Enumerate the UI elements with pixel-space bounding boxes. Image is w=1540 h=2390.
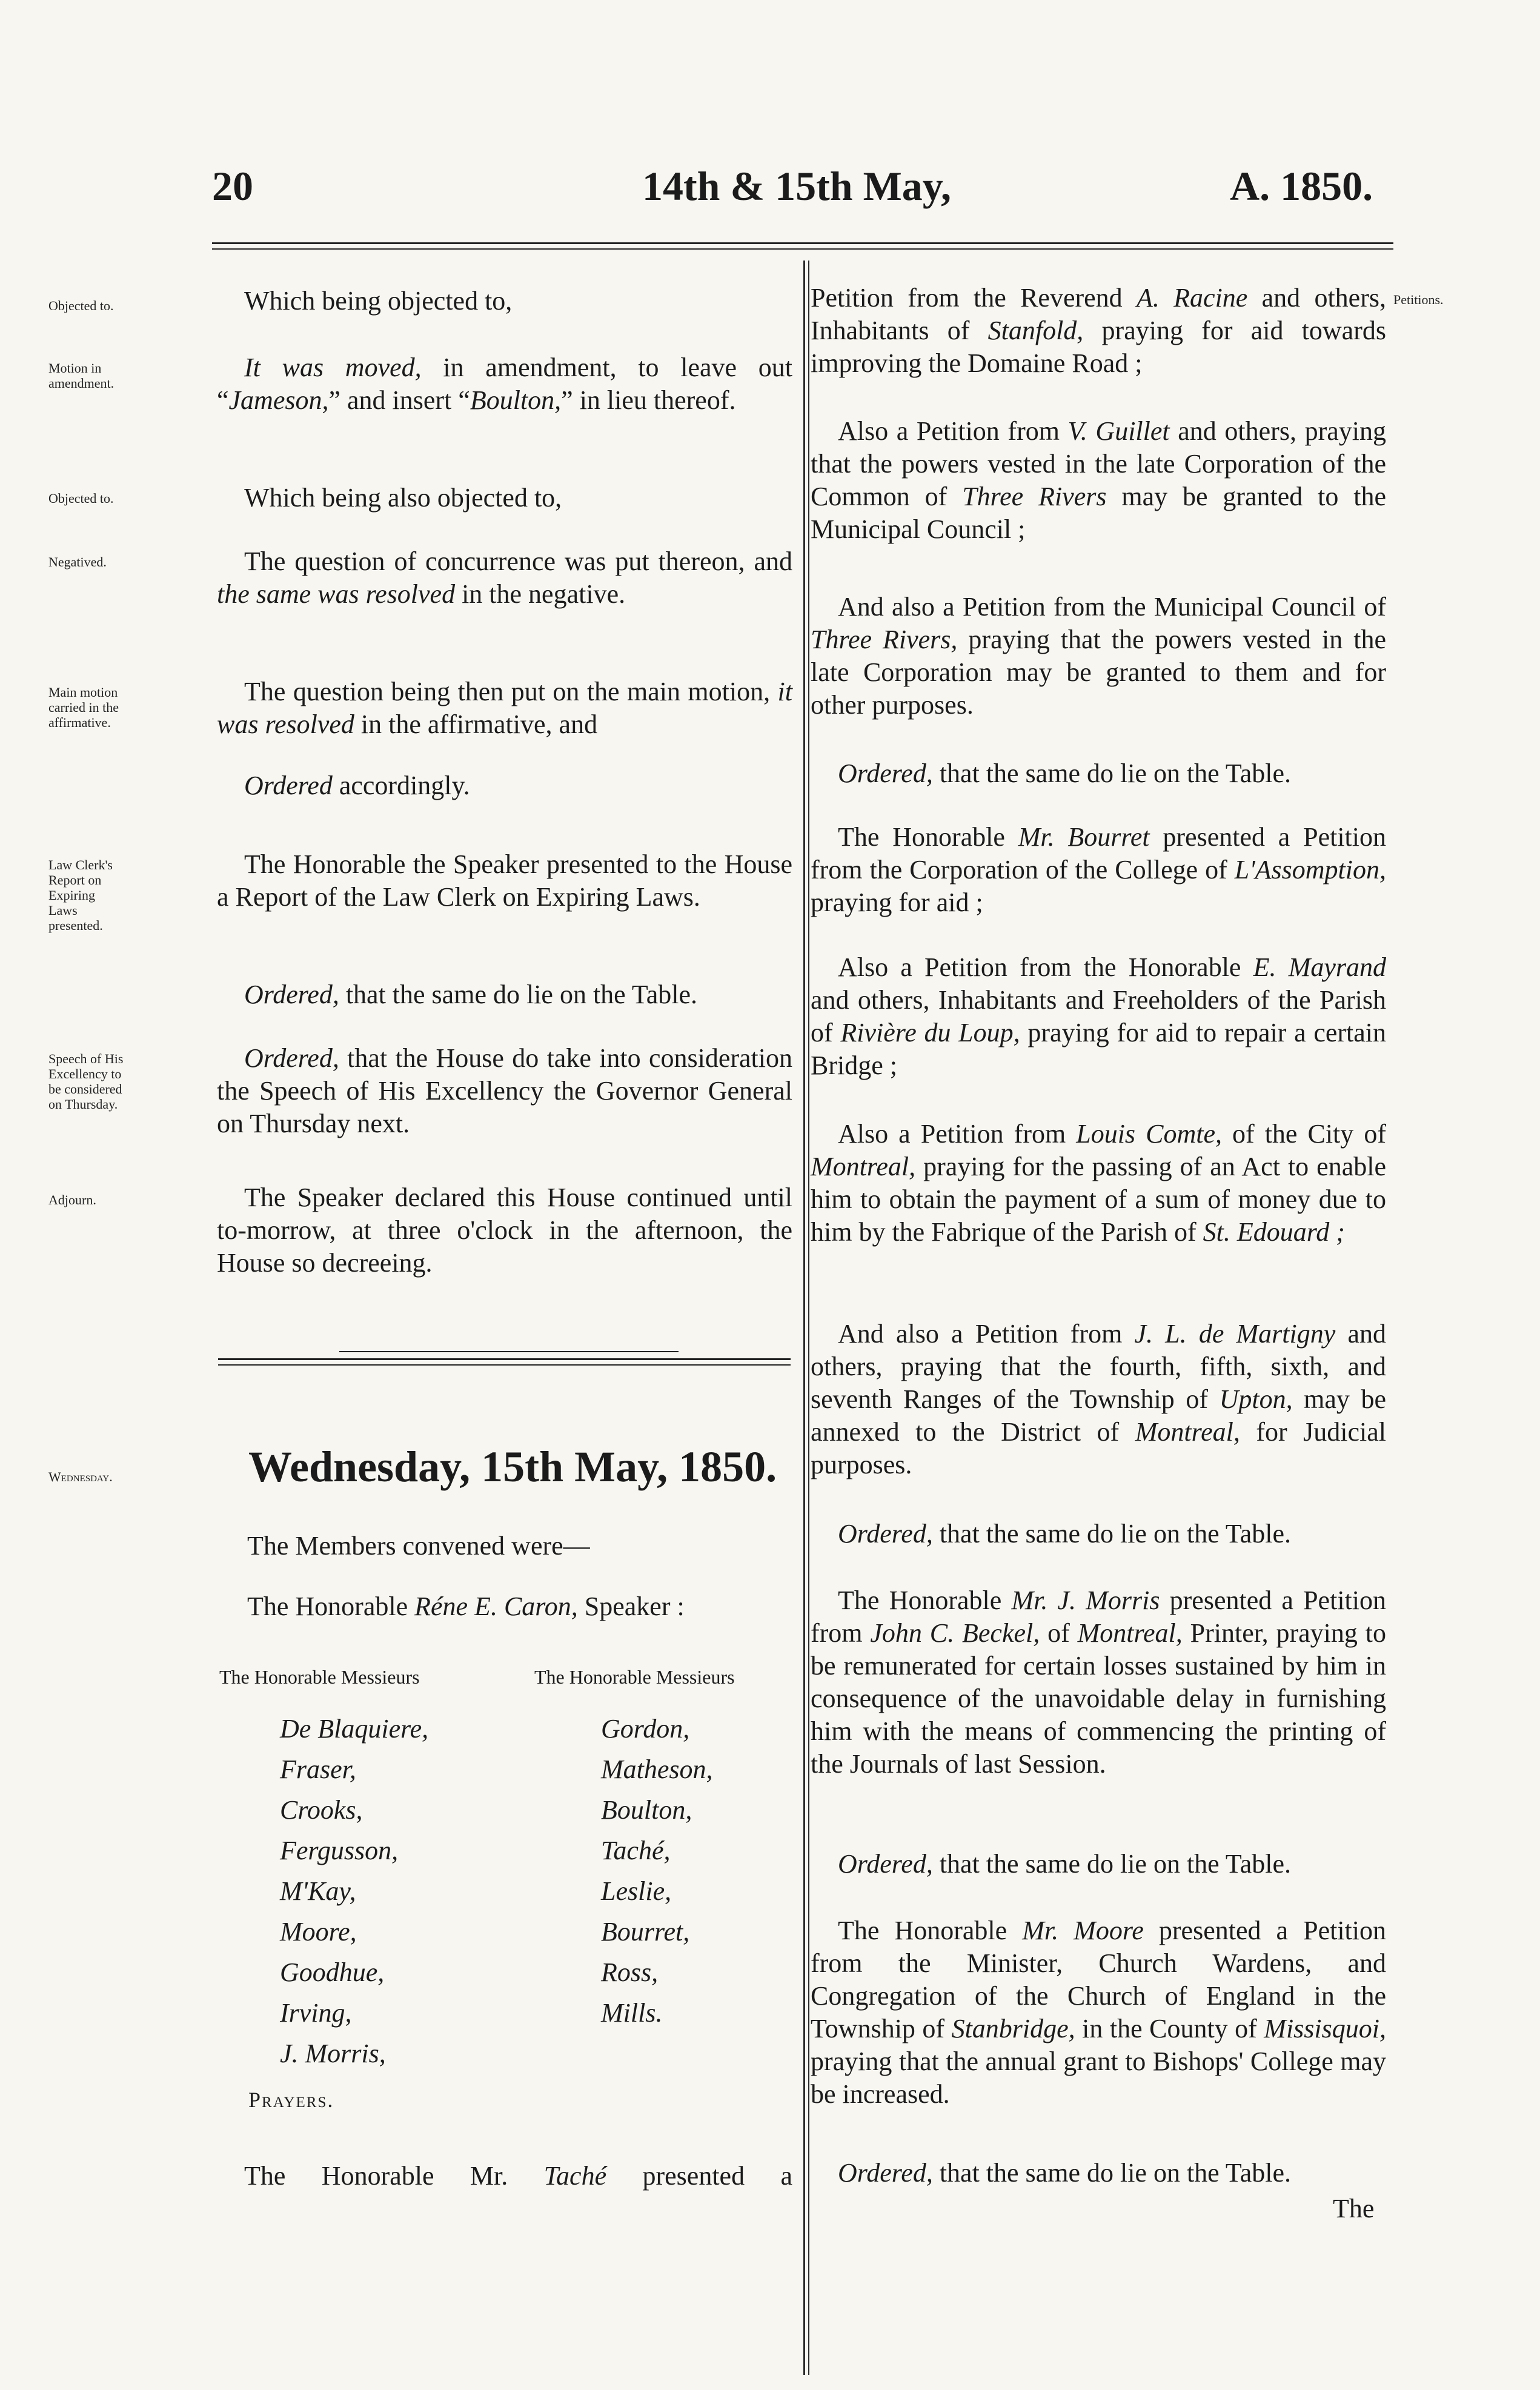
left-column-block xyxy=(217,848,792,914)
para-ordered-table-r1: Ordered, that the same do lie on the Table. xyxy=(838,758,1291,788)
para-three-rivers-petition: And also a Petition from the Municipal Council of Three Rivers, praying that the powers vested in the late Corporation may be granted to them and for other purposes. xyxy=(811,592,1386,720)
member-name: Mills. xyxy=(601,1998,663,2028)
para-beckel-petition: The Honorable Mr. J. Morris presented a Petition from John C. Beckel, of Montreal, Printer, praying to be remunerated for certain losses sustained by him in consequence of the unavoidable delay in furnishing him with the means of commencing the printing of the Journals of last Session. xyxy=(811,1585,1386,1779)
para-mayrand-petition: Also a Petition from the Honorable E. Mayrand and others, Inhabitants and Freeholders of the Parish of Rivière du Loup, praying for aid to repair a certain Bridge ; xyxy=(811,952,1387,1080)
header-rule xyxy=(212,242,1393,244)
margin-note-objected: Objected to. xyxy=(48,298,114,313)
para-ordered-accordingly: Ordered accordingly. xyxy=(244,771,470,800)
para-main-motion: The question being then put on the main motion, it was resolved in the affirmative, and xyxy=(217,677,792,739)
left-column-block xyxy=(217,482,792,514)
member-name: Bourret, xyxy=(601,1917,690,1947)
section-rule xyxy=(218,1358,791,1360)
left-column xyxy=(217,285,792,317)
margin-note-petitions: Petitions. xyxy=(1393,292,1444,307)
para-guillet-petition: Also a Petition from V. Guillet and others, praying that the powers vested in the late Corporation of the Common of Three Rivers may be granted to the Municipal Council ; xyxy=(811,416,1386,544)
page-number: 20 xyxy=(212,163,253,209)
member-name: Boulton, xyxy=(601,1795,692,1825)
catchword: The xyxy=(1333,2194,1375,2223)
left-column-block xyxy=(217,1530,792,1562)
left-column-block xyxy=(217,1590,792,1623)
day-heading: Wednesday, 15th May, 1850. xyxy=(248,1442,777,1491)
left-column-block xyxy=(217,978,792,1011)
margin-note-negatived: Negatived. xyxy=(48,554,107,569)
margin-note-adjourn: Adjourn. xyxy=(48,1192,96,1207)
left-column-block xyxy=(217,769,792,802)
para-amendment: It was moved, in amendment, to leave out “Jameson,” and insert “Boulton,” in lieu thereof. xyxy=(217,353,793,415)
members-list-right xyxy=(601,1708,713,2033)
left-column-block xyxy=(217,676,792,741)
right-column-block xyxy=(811,757,1386,790)
para-racine-petition: Petition from the Reverend A. Racine and others, Inhabitants of Stanfold, praying for aid towards improving the Domaine Road ; xyxy=(811,283,1386,378)
column-divider-thin xyxy=(808,261,809,2375)
member-name: J. Morris, xyxy=(280,2039,386,2068)
right-column-block xyxy=(811,2157,1386,2189)
para-bourret-petition: The Honorable Mr. Bourret presented a Petition from the Corporation of the College of L'Assomption, praying for aid ; xyxy=(811,822,1386,917)
left-column-block xyxy=(217,1181,792,1280)
member-name: Matheson, xyxy=(601,1754,713,1784)
margin-note-motion-amendment: Motion in amendment. xyxy=(48,360,115,391)
para-tache-presented: The Honorable Mr. Taché presented a xyxy=(244,2161,792,2191)
right-column-block xyxy=(811,415,1386,546)
member-name: Taché, xyxy=(601,1836,671,1865)
member-name: Fraser, xyxy=(280,1754,356,1784)
members-list-left xyxy=(280,1708,428,2074)
para-ordered-table-r3: Ordered, that the same do lie on the Table. xyxy=(838,1849,1291,1879)
section-rule-short xyxy=(339,1351,679,1352)
right-column-block xyxy=(811,591,1386,722)
para-moore-petition: The Honorable Mr. Moore presented a Petition from the Minister, Church Wardens, and Congregation of the Church of England in the Township of Stanbridge, in the County of Missisquoi, praying that the annual grant to Bishops' College may be increased. xyxy=(811,1916,1386,2109)
member-name: Crooks, xyxy=(280,1795,363,1825)
running-year: A. 1850. xyxy=(1230,163,1373,209)
right-column-block xyxy=(811,1914,1386,2111)
member-name: Gordon, xyxy=(601,1714,690,1744)
speaker-line: The Honorable Réne E. Caron, Speaker : xyxy=(247,1592,685,1621)
section-rule-thin xyxy=(218,1364,791,1366)
right-column-block xyxy=(811,1318,1386,1481)
para-ordered-table-r2: Ordered, that the same do lie on the Table. xyxy=(838,1519,1291,1549)
column-header-right: The Honorable Messieurs xyxy=(534,1666,735,1688)
right-column-block xyxy=(811,951,1386,1082)
column-header-left: The Honorable Messieurs xyxy=(219,1666,420,1688)
para-martigny-petition: And also a Petition from J. L. de Martigny and others, praying that the fourth, fifth, sixth, and seventh Ranges of the Township of Upton, may be annexed to the District of Montreal, for Judicial purposes. xyxy=(811,1319,1386,1479)
member-name: Ross, xyxy=(601,1957,659,1987)
margin-note-law-clerk: Law Clerk's Report on Expiring Laws presented. xyxy=(48,857,113,933)
member-name: Fergusson, xyxy=(280,1836,399,1865)
para-ordered-table-r4: Ordered, that the same do lie on the Table. xyxy=(838,2158,1291,2188)
para-law-clerk: The Honorable the Speaker presented to the House a Report of the Law Clerk on Expiring Laws. xyxy=(217,849,792,912)
para-also-objected: Which being also objected to, xyxy=(244,483,562,513)
margin-note-objected-2: Objected to. xyxy=(48,491,114,506)
left-column-block xyxy=(217,2160,792,2192)
member-name: Leslie, xyxy=(601,1876,672,1906)
member-name: Moore, xyxy=(280,1917,357,1947)
margin-note-speech: Speech of His Excellency to be considered on Thursday. xyxy=(48,1051,124,1112)
right-column-block xyxy=(811,1848,1386,1880)
members-convened: The Members convened were— xyxy=(247,1531,590,1561)
para-comte-petition: Also a Petition from Louis Comte, of the City of Montreal, praying for the passing of an Act to enable him to obtain the payment of a sum of money due to him by the Fabrique of the Parish of St. Edouard ; xyxy=(811,1119,1386,1247)
prayers-heading: Prayers. xyxy=(248,2088,334,2112)
member-name: Goodhue, xyxy=(280,1957,385,1987)
right-column-block xyxy=(811,1584,1386,1781)
right-column-block xyxy=(811,1518,1386,1550)
page-header xyxy=(0,162,1540,229)
right-column-block xyxy=(811,1118,1386,1249)
right-column-block xyxy=(811,821,1386,919)
column-divider xyxy=(803,261,805,2375)
member-name: Irving, xyxy=(280,1998,352,2028)
para-objected: Which being objected to, xyxy=(244,286,513,316)
running-title: 14th & 15th May, xyxy=(642,163,951,209)
right-column-block xyxy=(811,282,1386,380)
member-name: De Blaquiere, xyxy=(280,1714,429,1744)
para-adjourn: The Speaker declared this House continued until to-morrow, at three o'clock in the afternoon, the House so decreeing. xyxy=(217,1183,792,1278)
member-name: M'Kay, xyxy=(280,1876,356,1906)
para-concurrence: The question of concurrence was put thereon, and the same was resolved in the negative. xyxy=(217,546,792,609)
margin-note-wednesday: Wednesday. xyxy=(48,1469,113,1484)
margin-note-main-motion: Main motion carried in the affirmative. xyxy=(48,685,119,730)
header-rule-thin xyxy=(212,248,1393,250)
left-column-block xyxy=(217,351,792,417)
left-column-block xyxy=(217,545,792,611)
left-column-block xyxy=(217,1042,792,1140)
para-speech: Ordered, that the House do take into consideration the Speech of His Excellency the Governor General on Thursday next. xyxy=(217,1043,792,1138)
para-ordered-table: Ordered, that the same do lie on the Table. xyxy=(244,980,697,1009)
